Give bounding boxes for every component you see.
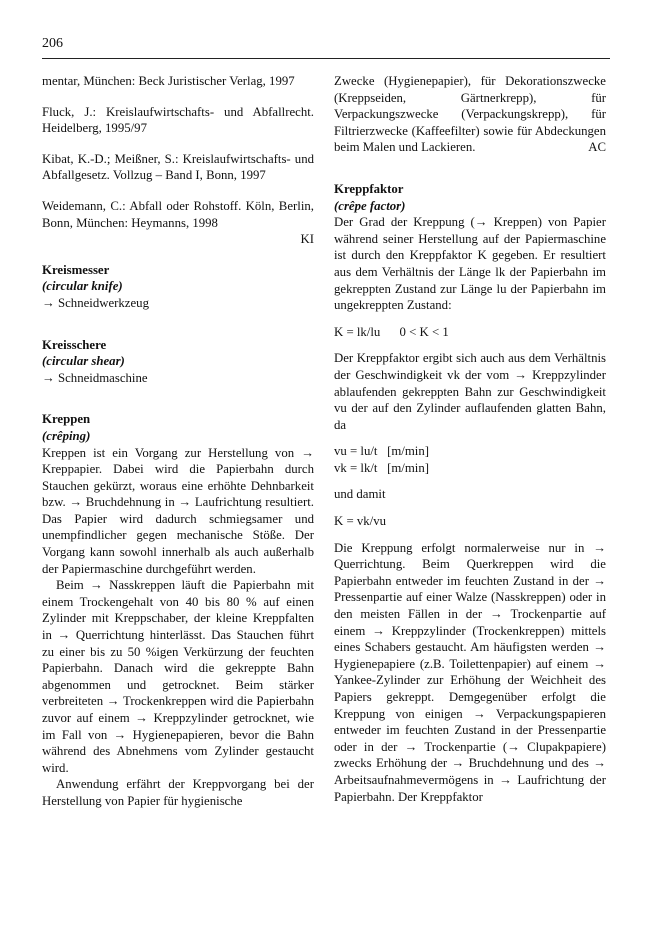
formula: vu = lu/t [m/min] [334,444,430,459]
right-column [334,73,606,805]
entry-title: Kreismesser [42,262,110,277]
left-column [42,73,314,810]
header-rule [42,58,610,59]
entry-title: Kreisschere [42,337,107,352]
entry-paragraph: Die Kreppung erfolgt normalerweise nur in → Querrichtung. Beim Querkreppen wird die Papierbahn entweder im feuchten Zustand in der → Pressenpartie auf einer Walze (Nasskreppen) oder in den meisten Fällen in der → Trockenpartie auf einem → Kreppzylinder (Trockenkreppen) mittels eines Schabers gestaucht. Am häufigsten werden → Hygienepapiere (z.B. Toilettenpapier) auf einem → Yankee-Zylinder zur Erhöhung der Weichheit des Papiers gekreppt. Demgegenüber erfolgt die Kreppung von einigen → Verpackungspapieren entweder im feuchten Zustand in der Pressenpartie oder in der → Trockenpartie (→ Clupakpapiere) zwecks Erhöhung der → Bruchdehnung und des → Arbeitsaufnahmevermögens in → Laufrichtung der Papierbahn. Der Kreppfaktor [334,540,606,804]
entry-paragraph: Anwendung erfährt der Kreppvorgang bei der Herstellung von Papier für hygienische [42,777,314,808]
entry-translation: (crêping) [42,428,91,443]
entry-kreisschere [42,337,314,387]
author-signoff: KI [300,232,314,247]
cross-reference-link[interactable]: → Schneidmaschine [42,370,148,385]
entry-paragraph: und damit [334,487,386,502]
formula: K = lk/lu 0 < K < 1 [334,324,449,339]
entry-paragraph: Beim → Nasskreppen läuft die Papierbahn mit einem Trockengehalt von 40 bis 80 % auf einen Zylinder mit Kreppschaber, der kleine Kreppfalten in → Querrichtung hinterlässt. Das Stauchen führt zu einer bis zu 50 %igen Verkürzung der feuchten Papierbahn. Danach wird die gekreppte Bahn abgenommen und getrocknet. Beim stärker verbreiteten → Trockenkreppen wird die Papierbahn zuvor auf einem → Kreppzylinder getrocknet, wie im Fall von → Hygienepapieren, bevor die Bahn während des Abnehmens vom Zylinder gestaucht wird. [42,578,314,775]
entry-kreppen [42,411,314,809]
entry-translation: (crêpe factor) [334,198,406,213]
entry-translation: (circular shear) [42,354,125,369]
entry-kreismesser [42,262,314,312]
reference-entry: Weidemann, C.: Abfall oder Rohstoff. Köln, Berlin, Bonn, München: Heymanns, 1998 [42,198,314,230]
entry-paragraph-continued [334,73,606,156]
cross-reference-link[interactable]: → Schneidwerkzeug [42,295,149,310]
continued-text: Zwecke (Hygienepapier), für Dekorationszwecke (Kreppseiden, Gärtnerkrepp), für Verpackungszwecke (Verpackungskrepp), für Filtrierzwecke (Kaffeefilter) sowie für Abdeckungen beim Malen und Lackieren. [334,74,606,155]
entry-title: Kreppen [42,412,91,427]
reference-entry: mentar, München: Beck Juristischer Verlag, 1997 [42,74,295,88]
formula: K = vk/vu [334,514,387,529]
author-signoff: AC [588,140,606,155]
entry-kreppfaktor [334,181,606,805]
reference-entry: Fluck, J.: Kreislaufwirtschafts- und Abfallrecht. Heidelberg, 1995/97 [42,104,314,136]
entry-translation: (circular knife) [42,279,123,294]
entry-title: Kreppfaktor [334,181,404,196]
reference-entry: Kibat, K.-D.; Meißner, S.: Kreislaufwirtschafts- und Abfallgesetz. Vollzug – Band I, Bonn, 1997 [42,151,314,183]
entry-paragraph: Kreppen ist ein Vorgang zur Herstellung von → Kreppapier. Dabei wird die Papierbahn durch Stauchen gekürzt, woraus eine erhöhte Dehnbarkeit bzw. → Bruchdehnung in → Laufrichtung resultiert. Das Papier wird dadurch schmiegsamer und unempfindlicher gegen mechanische Stöße. Der Vorgang kann sowohl innerhalb als auch außerhalb der Papiermaschine durchgeführt werden. [42,445,314,576]
page-number: 206 [42,36,63,51]
entry-paragraph: Der Grad der Kreppung (→ Kreppen) von Papier während seiner Herstellung auf der Papiermaschine ist durch den Kreppfaktor K gegeben. Er resultiert aus dem Verhältnis der Länge lk der Papierbahn im gekreppten Zustand zur Länge lu der Papierbahn im ungekreppten Zustand: [334,215,606,313]
entry-paragraph: Der Kreppfaktor ergibt sich auch aus dem Verhältnis der Geschwindigkeit vk der vom → Kreppzylinder ablaufenden gekreppten Bahn zur Geschwindigkeit vu der auf den Zylinder auflaufenden glatten Bahn, da [334,351,606,432]
formula: vk = lk/t [m/min] [334,460,430,475]
